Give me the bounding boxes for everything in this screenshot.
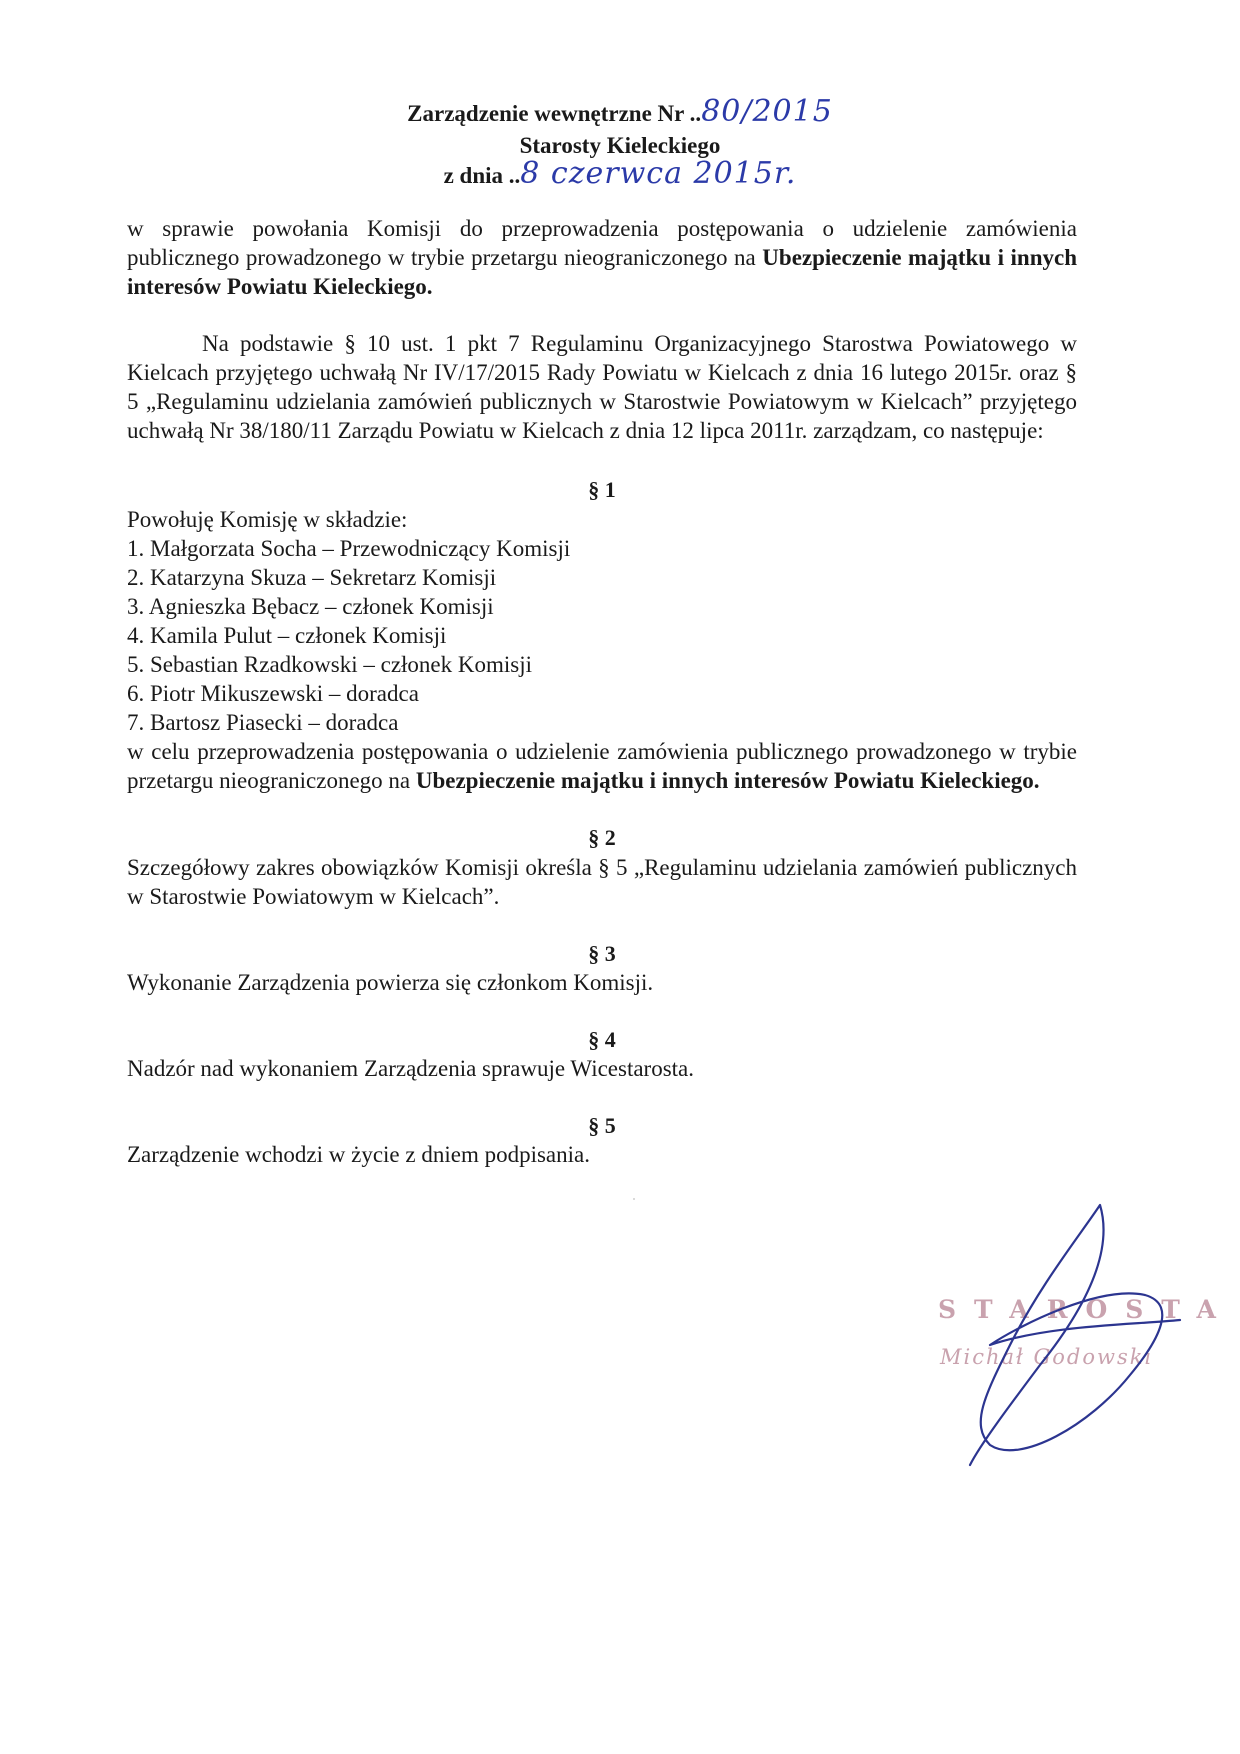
section-4-text: Nadzór nad wykonaniem Zarządzenia sprawuje Wicestarosta. xyxy=(127,1056,695,1081)
section-2-text: Szczegółowy zakres obowiązków Komisji określa § 5 „Regulaminu udzielania zamówień publicznych w Starostwie Powiatowym w Kielcach”. xyxy=(127,855,1077,909)
subject-paragraph xyxy=(127,214,1077,301)
scan-speck xyxy=(633,1198,635,1200)
title-prefix: Zarządzenie wewnętrzne Nr .. xyxy=(407,101,702,126)
section-1-closing-bold: Ubezpieczenie majątku i innych interesów Powiatu Kieleckiego. xyxy=(415,768,1040,793)
committee-members-list xyxy=(127,534,1077,737)
subject-text: w sprawie powołania Komisji do przeprowadzenia postępowania o udzielenie zamówienia publicznego prowadzonego w trybie przetargu nieograniczonego na xyxy=(127,216,1077,270)
handwritten-number: 80/2015 xyxy=(701,94,833,129)
stamp-name: Michał Godowski xyxy=(940,1345,1154,1369)
section-1-closing xyxy=(127,737,1077,795)
list-item: 1. Małgorzata Socha – Przewodniczący Komisji xyxy=(127,536,571,561)
list-item: 4. Kamila Pulut – członek Komisji xyxy=(127,623,447,648)
stamp-title: STAROSTA xyxy=(938,1295,1234,1324)
section-3-heading: § 3 xyxy=(588,941,616,966)
section-1-heading: § 1 xyxy=(588,477,616,502)
section-1-closing-text: w celu przeprowadzenia postępowania o udzielenie zamówienia publicznego prowadzonego w trybie przetargu nieograniczonego na xyxy=(127,739,1077,793)
list-item: 6. Piotr Mikuszewski – doradca xyxy=(127,681,419,706)
list-item: 7. Bartosz Piasecki – doradca xyxy=(127,710,399,735)
section-2-heading: § 2 xyxy=(588,825,616,850)
section-5-text: Zarządzenie wchodzi w życie z dniem podpisania. xyxy=(127,1142,590,1167)
list-item: 3. Agnieszka Bębacz – członek Komisji xyxy=(127,594,494,619)
preamble-paragraph: Na podstawie § 10 ust. 1 pkt 7 Regulaminu Organizacyjnego Starostwa Powiatowego w Kielcach przyjętego uchwałą Nr IV/17/2015 Rady Powiatu w Kielcach z dnia 16 lutego 2015r. oraz § 5 „Regulaminu udzielania zamówień publicznych w Starostwie Powiatowym w Kielcach” przyjętego uchwałą Nr 38/180/11 Zarządu Powiatu w Kielcach z dnia 12 lipca 2011r. zarządzam, co następuje: xyxy=(127,331,1077,443)
list-item: 2. Katarzyna Skuza – Sekretarz Komisji xyxy=(127,565,497,590)
section-4-heading: § 4 xyxy=(588,1027,616,1052)
section-5-heading: § 5 xyxy=(588,1113,616,1138)
handwritten-date: 8 czerwca 2015r. xyxy=(520,156,797,191)
document-issuer: Starosty Kieleckiego xyxy=(519,133,721,158)
document-date xyxy=(0,156,1240,191)
list-item: 5. Sebastian Rzadkowski – członek Komisji xyxy=(127,652,532,677)
document-title xyxy=(0,94,1240,129)
date-prefix: z dnia .. xyxy=(443,163,521,188)
subject-bold: Ubezpieczenie majątku i innych interesów Powiatu Kieleckiego. xyxy=(127,245,1077,299)
section-1-intro: Powołuję Komisję w składzie: xyxy=(127,507,408,532)
handwritten-signature xyxy=(930,1195,1190,1475)
section-3-text: Wykonanie Zarządzenia powierza się członkom Komisji. xyxy=(127,970,654,995)
